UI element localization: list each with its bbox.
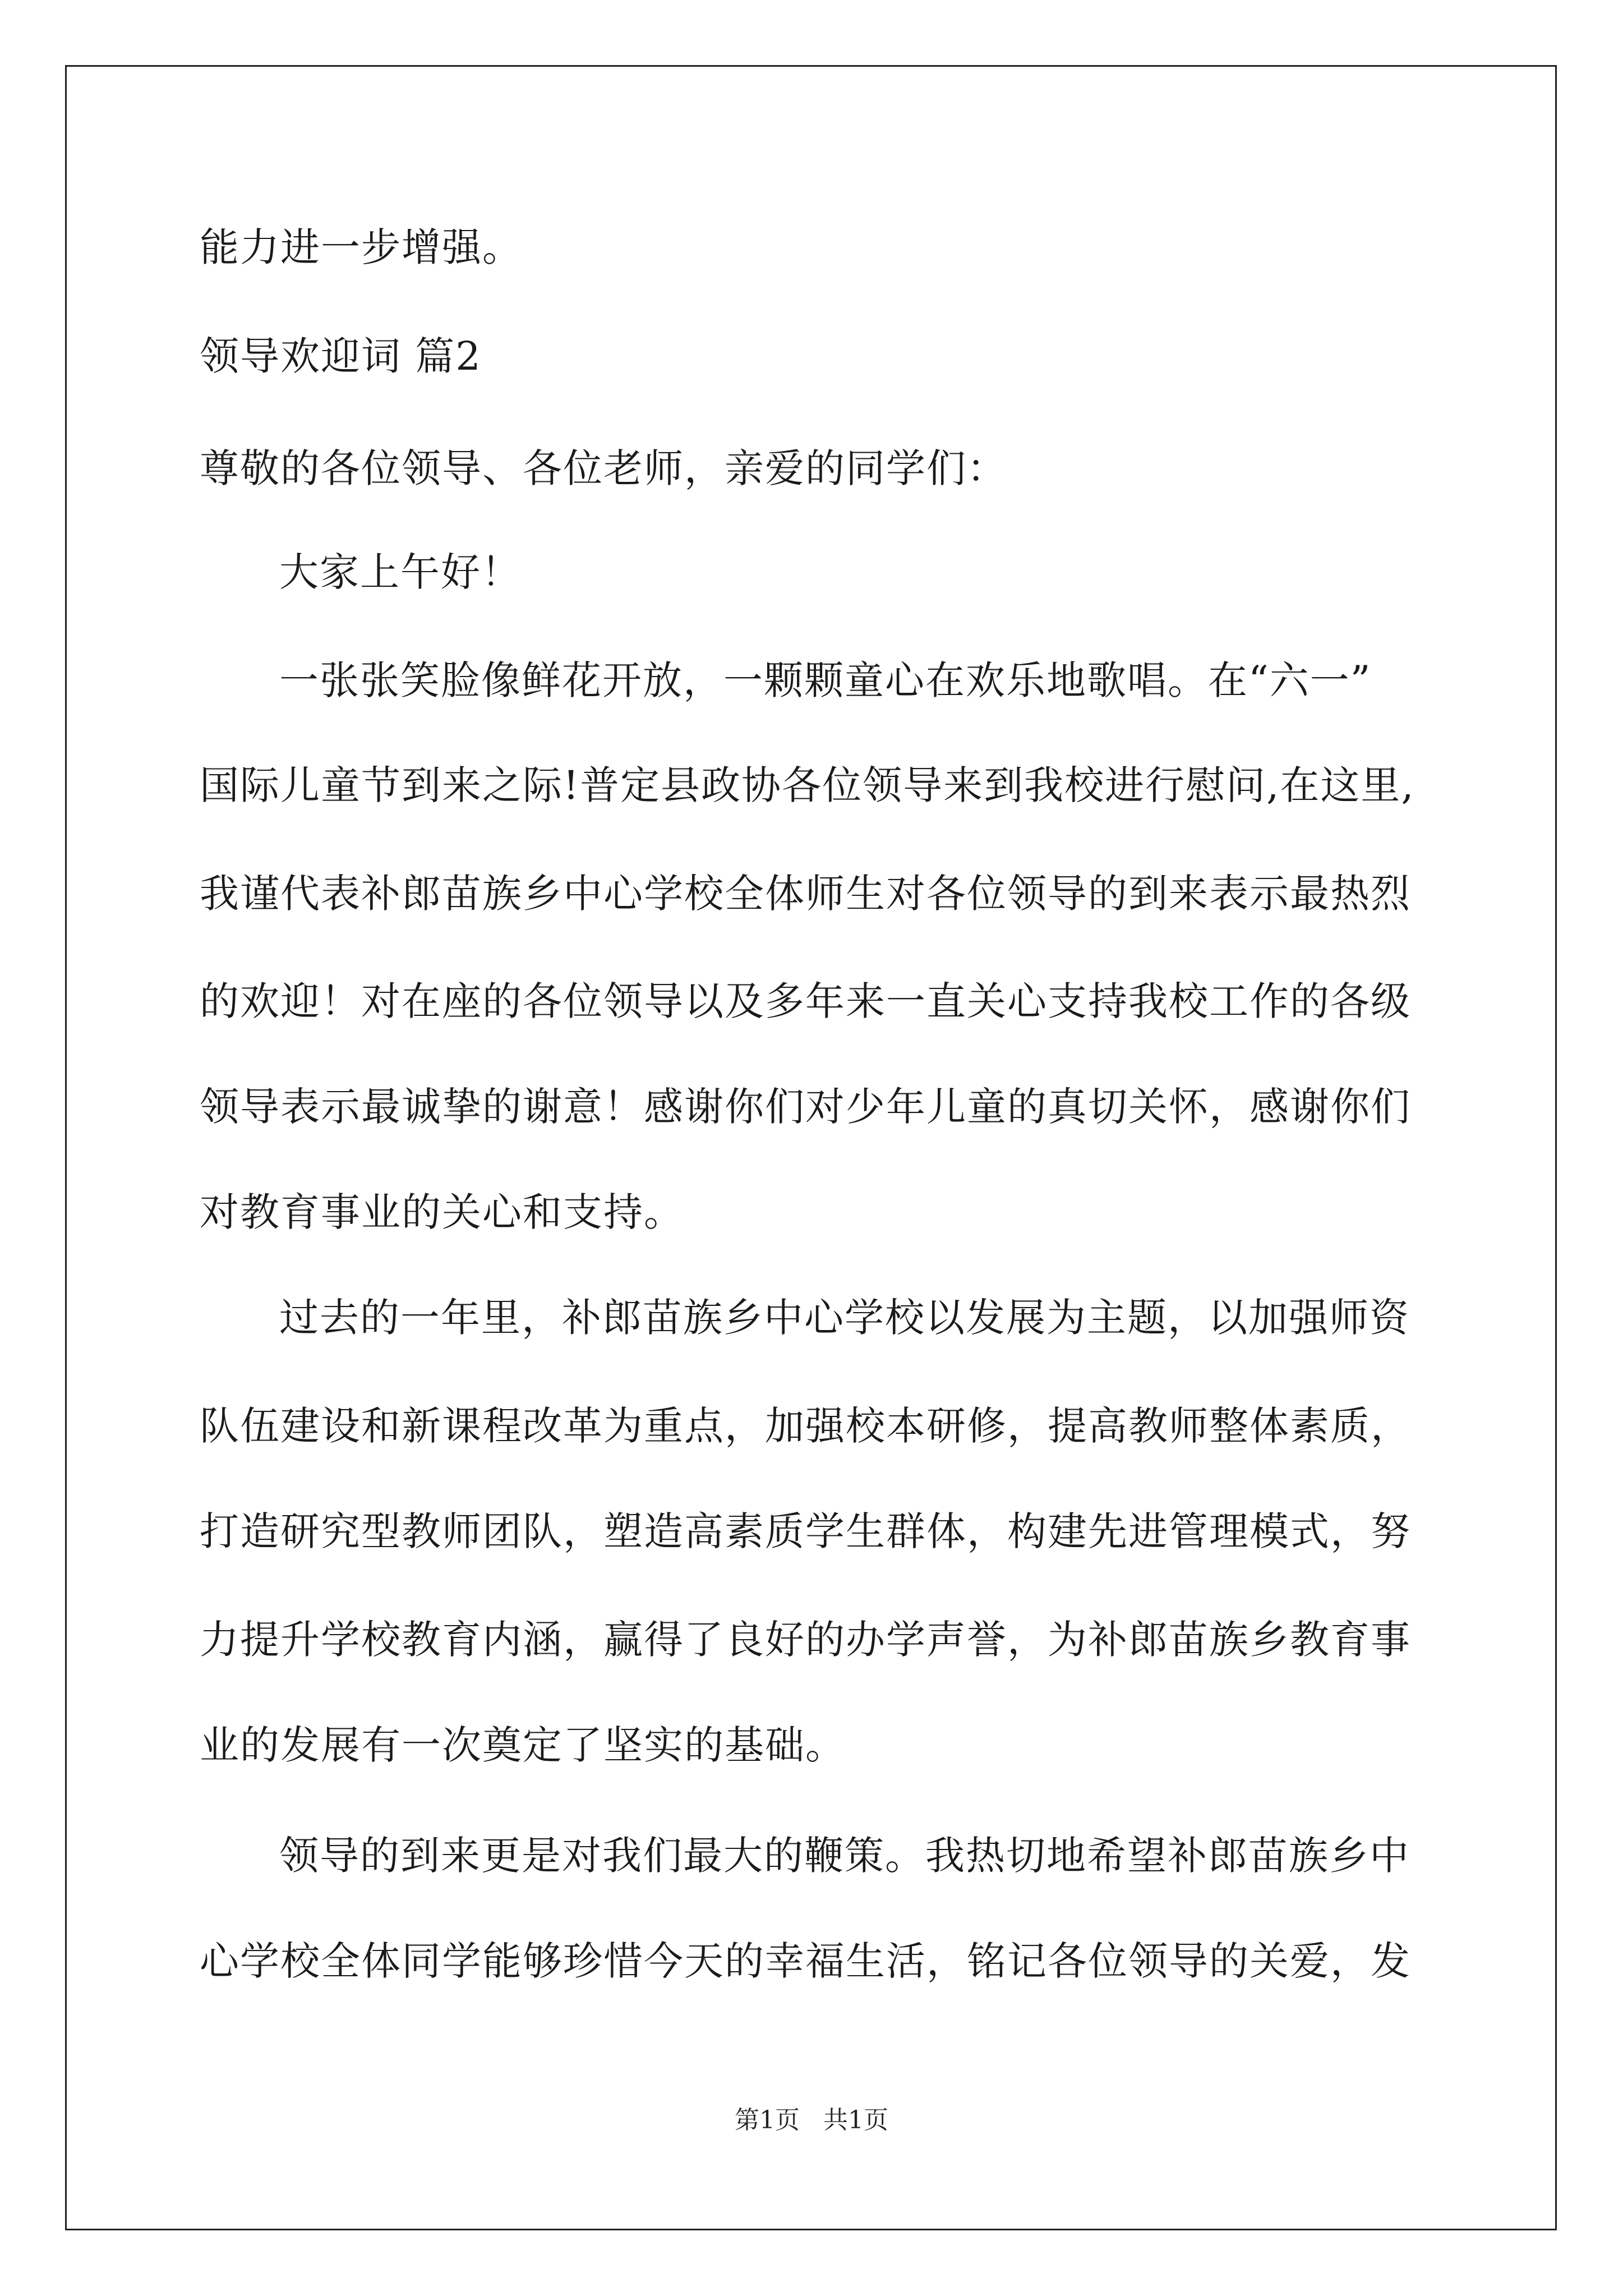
paragraph-line: 国际儿童节到来之际!普定县政协各位领导来到我校进行慰问,在这里, [200,762,1415,808]
salutation: 尊敬的各位领导、各位老师，亲爱的同学们： [200,445,1007,491]
page-number-total: 共1页 [823,2106,888,2134]
paragraph-line: 领导表示最诚挚的谢意！感谢你们对少年儿童的真切关怀，感谢你们 [200,1084,1411,1130]
paragraph-line: 一张张笑脸像鲜花开放，一颗颗童心在欢乐地歌唱。在“六一” [279,657,1372,703]
text-line: 能力进一步增强。 [200,224,523,270]
paragraph-line: 心学校全体同学能够珍惜今天的幸福生活，铭记各位领导的关爱，发 [200,1938,1411,1984]
greeting: 大家上午好！ [279,549,522,595]
paragraph-line: 过去的一年里，补郎苗族乡中心学校以发展为主题，以加强师资 [279,1295,1410,1341]
paragraph-line: 打造研究型教师团队，塑造高素质学生群体，构建先进管理模式，努 [200,1508,1411,1554]
paragraph-line: 我谨代表补郎苗族乡中心学校全体师生对各位领导的到来表示最热烈 [200,871,1411,917]
paragraph-line: 业的发展有一次奠定了坚实的基础。 [200,1722,846,1768]
paragraph-line: 对教育事业的关心和支持。 [200,1189,684,1235]
paragraph-line: 领导的到来更是对我们最大的鞭策。我热切地希望补郎苗族乡中 [279,1833,1410,1879]
page-number-current: 第1页 [735,2106,800,2134]
page-footer [0,2104,1623,2137]
page-border [65,65,1557,2230]
section-heading: 领导欢迎词 篇2 [200,333,482,379]
paragraph-line: 力提升学校教育内涵，赢得了良好的办学声誉，为补郎苗族乡教育事 [200,1617,1411,1663]
paragraph-line: 的欢迎！对在座的各位领导以及多年来一直关心支持我校工作的各级 [200,978,1411,1024]
paragraph-line: 队伍建设和新课程改革为重点，加强校本研修，提高教师整体素质， [200,1403,1411,1449]
